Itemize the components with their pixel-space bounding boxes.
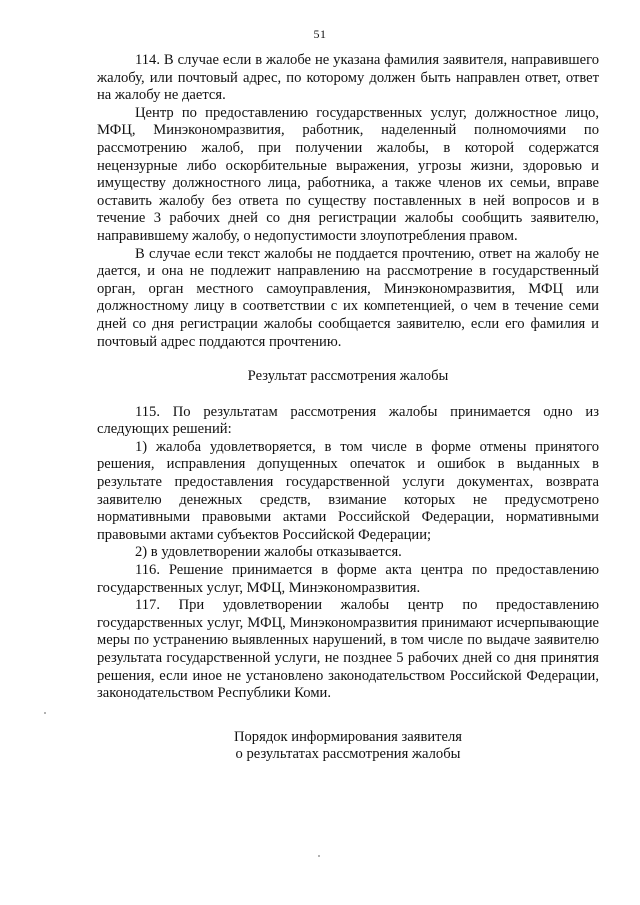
section-heading-informing-line-1: Порядок информирования заявителя bbox=[233, 728, 463, 745]
section-heading-result-line: Результат рассмотрения жалобы bbox=[247, 368, 449, 385]
paragraph-116: 116. Решение принимается в форме акта центра по предоставлению государственных услуг, МФЦ, Минэкономразвития. bbox=[97, 562, 599, 596]
paragraph-115: 115. По результатам рассмотрения жалобы принимается одно из следующих решений: bbox=[97, 403, 599, 438]
scan-speck bbox=[318, 855, 320, 857]
section-heading-informing-line-2: о результатах рассмотрения жалобы bbox=[235, 746, 461, 763]
paragraph-decision-1: 1) жалоба удовлетворяется, в том числе в форме отмены принятого решения, исправления допущенных опечаток и ошибок в выданных в результате предоставления государственной услуги документах, возврата заявителю денежных средств, взимание которых не предусмотрено нормативными правовыми актами Российской Федерации, нормативными правовыми актами субъектов Российской Федерации; bbox=[97, 438, 599, 543]
paragraph-114: 114. В случае если в жалобе не указана фамилия заявителя, направившего жалобу, или почтовый адрес, по которому должен быть направлен ответ, ответ на жалобу не дается. bbox=[97, 52, 599, 104]
paragraph-117: 117. При удовлетворении жалобы центр по предоставлению государственных услуг, МФЦ, Минэкономразвития принимают исчерпывающие меры по устранению выявленных нарушений, в том числе по выдаче заявителю результата государственной услуги, не позднее 5 рабочих дней со дня принятия решения, если иное не установлено законодательством Российской Федерации, законодательством Республики Коми. bbox=[97, 597, 599, 702]
document-body bbox=[97, 52, 599, 782]
paragraph-offensive-complaint: Центр по предоставлению государственных услуг, должностное лицо, МФЦ, Минэкономразвития, работник, наделенный полномочиями по рассмотрению жалоб, при получении жалобы, в которой содержатся нецензурные либо оскорбительные выражения, угрозы жизни, здоровью и имуществу должностного лица, работника, а также членов их семьи, вправе оставить жалобу без ответа по существу поставленных в ней вопросов и в течение 3 рабочих дней со дня регистрации жалобы сообщить заявителю, направившему жалобу, о недопустимости злоупотребления правом. bbox=[97, 104, 599, 244]
section-heading-result bbox=[97, 368, 599, 386]
section-heading-informing bbox=[97, 729, 599, 764]
scan-speck bbox=[44, 712, 46, 714]
paragraph-decision-2: 2) в удовлетворении жалобы отказывается. bbox=[135, 544, 402, 561]
paragraph-unreadable-complaint: В случае если текст жалобы не поддается прочтению, ответ на жалобу не дается, и она не подлежит направлению на рассмотрение в государственный орган, орган местного самоуправления, Минэкономразвития, МФЦ или должностному лицу в соответствии с их компетенцией, о чем в течение семи дней со дня регистрации жалобы сообщается заявителю, если его фамилия и почтовый адрес поддаются прочтению. bbox=[97, 245, 599, 350]
page-number: 51 bbox=[313, 27, 327, 41]
